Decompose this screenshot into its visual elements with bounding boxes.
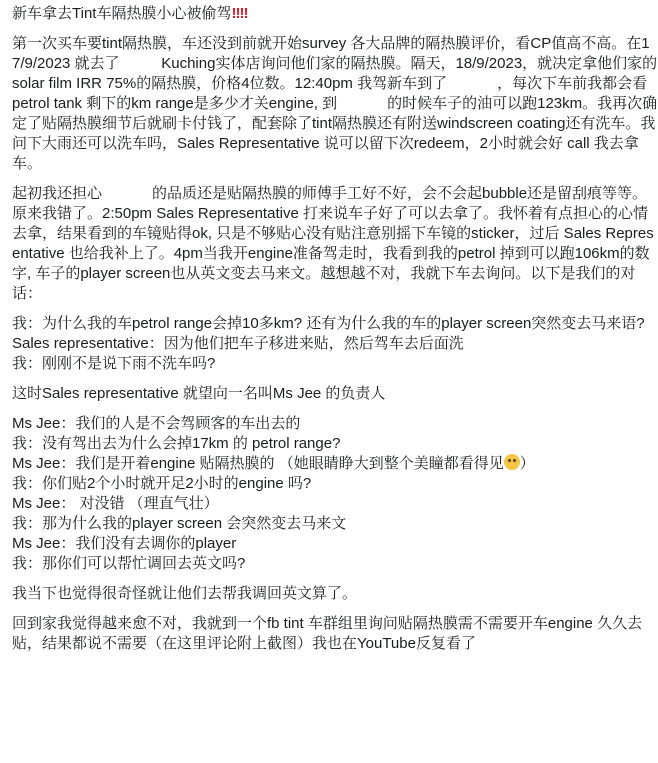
dialog-line: Ms Jee：我们没有去调你的player [12,535,237,552]
post-title-text: 新车拿去Tint车隔热膜小心被偷驾 [12,5,232,22]
dialog-line: Ms Jee： 对没错 （理直气壮） [12,495,219,512]
dialog-line: Sales representative：因为他们把车子移进来贴，然后驾车去后面洗 [12,335,464,352]
dialog-line: 我：那你们可以帮忙调回去英文吗? [12,555,246,572]
dialog-line-tail: ） [519,455,535,472]
post-paragraph-2: 起初我还担心 的品质还是贴隔热膜的师傅手工好不好，会不会起bubble还是留刮痕等等。原来我错了。2:50pm Sales Representative 打来说车子好了可以去拿了。我怀着有点担心的心情去拿，结果看到的车镜贴得ok, 只是不够贴心没有贴注意别摇下车镜的sticker，过后 Sales Representative 也给我补上了。4pm当我开engine准备驾走时，我看到我的petrol 掉到可以跑106km的数字, 车子的player screen也从英文变去马来文。越想越不对，我就下车去询问。以下是我们的对话： [12,185,654,302]
post-title [12,4,658,24]
dialog-line-text: Ms Jee：我们是开着engine 贴隔热膜的 （她眼睛睁大到整个美瞳都看得见 [12,455,504,472]
dialog-line: 我：你们贴2个小时就开足2小时的engine 吗? [12,475,312,492]
flushed-face-emoji-icon [504,454,520,470]
dialog-line: 我：为什么我的车petrol range会掉10多km? 还有为什么我的车的player screen突然变去马来语? [12,315,645,332]
dialog-block-2 [12,414,658,574]
post-paragraph-4: 我当下也觉得很奇怪就让他们去帮我调回英文算了。 [12,585,358,602]
post-paragraph-1: 第一次买车要tint隔热膜，车还没到前就开始survey 各大品牌的隔热膜评价，看CP值高不高。在17/9/2023 就去了 Kuching实体店询问他们家的隔热膜。隔天，18/9/2023，就决定拿他们家的solar film IRR 75%的隔热膜，价格4位数。12:40pm 我驾新车到了 ，每次下车前我都会看 petrol tank 剩下的km range是多少才关engine, 到 的时候车子的油可以跑123km。我再次确定了贴隔热膜细节后就刷卡付钱了，配套除了tint隔热膜还有附送windscreen coating还有洗车。我问下大雨还可以洗车吗，Sales Representative 说可以留下次redeem，2小时就会好 call 我去拿车。 [12,35,658,172]
post-paragraph-5: 回到家我觉得越来愈不对，我就到一个fb tint 车群组里询问贴隔热膜需不需要开车engine 久久去贴，结果都说不需要（在这里评论附上截图）我也在YouTube反复看了 [12,615,643,652]
double-exclamation-icon: ‼‼ [231,5,248,22]
dialog-block-1 [12,314,658,374]
post-paragraph-3: 这时Sales representative 就望向一名叫Ms Jee 的负责人 [12,385,386,402]
dialog-line [12,454,658,474]
dialog-line: 我：刚刚不是说下雨不洗车吗? [12,355,216,372]
dialog-line: Ms Jee：我们的人是不会驾顾客的车出去的 [12,415,301,432]
dialog-line: 我：没有驾出去为什么会掉17km 的 petrol range? [12,435,341,452]
dialog-line: 我：那为什么我的player screen 会突然变去马来文 [12,515,347,532]
